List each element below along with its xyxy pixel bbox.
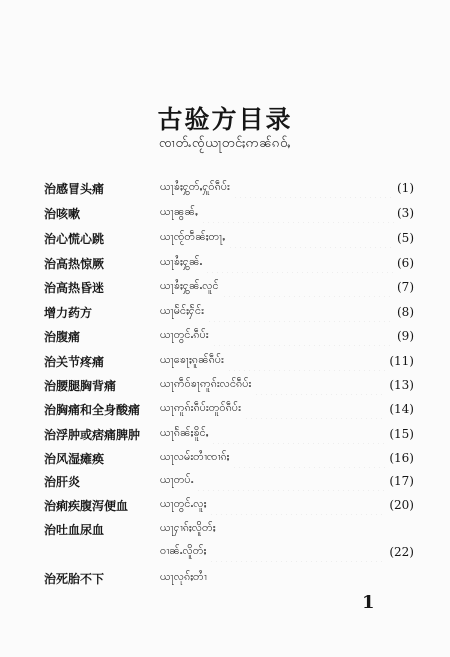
toc-entry[interactable]	[44, 375, 414, 395]
entry-native-title: ယႃၵႅၼ်ႈၶိူင်ႇ	[160, 426, 209, 439]
entry-page-number: (8)	[397, 305, 414, 319]
dot-leader	[222, 277, 394, 297]
entry-chinese-title: 治心慌心跳	[44, 231, 105, 246]
dot-leader	[212, 326, 394, 346]
entry-chinese-title: 治咳嗽	[44, 206, 81, 221]
entry-page-number: (9)	[397, 329, 414, 343]
entry-chinese-title: 治死胎不下	[44, 571, 105, 586]
toc-entry-continuation[interactable]	[160, 542, 414, 562]
entry-native-title: ယႃၶႆႈႁွၼ်ႉလူင်	[160, 279, 219, 292]
dot-leader	[228, 228, 394, 248]
dot-leader	[209, 542, 386, 562]
dot-leader	[211, 424, 386, 444]
page-number: 1	[362, 592, 375, 613]
entry-chinese-title: 增力药方	[44, 305, 93, 320]
toc-entry[interactable]	[44, 448, 414, 468]
entry-chinese-title: 治吐血尿血	[44, 522, 105, 537]
toc-entry[interactable]	[44, 568, 414, 588]
dot-leader	[209, 495, 386, 515]
entry-native-title: ယႃတပ်ႉ	[160, 473, 194, 486]
page-title: 古验方目录	[157, 105, 293, 134]
entry-chinese-title: 治胸痛和全身酸痛	[44, 402, 141, 417]
entry-native-title: ယႃတွင်ႉလူႈ	[160, 497, 207, 510]
entry-page-number: (1)	[397, 181, 414, 195]
entry-chinese-title: 治痢疾腹泻便血	[44, 498, 129, 513]
entry-native-title: ယႃၼွၼ်ႇ	[160, 205, 198, 218]
entry-page-number: (7)	[397, 280, 414, 294]
entry-chinese-title: 治风湿瘫痪	[44, 451, 105, 466]
entry-page-number: (17)	[389, 474, 414, 488]
dot-leader	[201, 203, 394, 223]
dot-leader	[205, 253, 394, 273]
entry-chinese-title: 治感冒头痛	[44, 181, 105, 196]
toc-entry[interactable]	[44, 203, 414, 223]
toc-entry[interactable]	[44, 326, 414, 346]
entry-native-title: ယႃလုၵ်ႈတၢႆ	[160, 570, 207, 583]
toc-entry[interactable]	[44, 253, 414, 273]
dot-leader	[244, 399, 387, 419]
dot-leader	[227, 351, 387, 371]
dot-leader	[233, 178, 394, 198]
toc-entry[interactable]	[44, 519, 414, 539]
entry-chinese-title: 治腹痛	[44, 329, 81, 344]
toc-entry[interactable]	[44, 302, 414, 322]
toc-entry[interactable]	[44, 399, 414, 419]
entry-native-title: ဝၢၼ်ႉလိူတ်ႈ	[160, 544, 207, 557]
entry-native-title: ယႃလမ်းတၢႆၸၢၵ်ႈ	[160, 450, 230, 463]
toc-entry[interactable]	[44, 277, 414, 297]
toc-entry[interactable]	[44, 424, 414, 444]
entry-page-number: (15)	[389, 427, 414, 441]
entry-native-title: ယႃဢူၵ်းၵဵပ်းတူဝ်ၵဵပ်း	[160, 401, 241, 414]
toc-entry[interactable]	[44, 351, 414, 371]
entry-chinese-title: 治高热惊厥	[44, 256, 105, 271]
entry-page-number: (6)	[397, 256, 414, 270]
entry-chinese-title: 治关节疼痛	[44, 354, 105, 369]
entry-chinese-title: 治浮肿或痞痛脾肿	[44, 427, 141, 442]
entry-native-title: ယႃတွင်ႉၵဵပ်း	[160, 328, 209, 341]
entry-page-number: (13)	[389, 378, 414, 392]
entry-chinese-title: 治高热昏迷	[44, 280, 105, 295]
entry-chinese-title: 治肝炎	[44, 474, 81, 489]
entry-native-title: ယႃၶႆႈႁွတ်ႇႁူဝ်ၵဵပ်း	[160, 180, 230, 193]
toc-entry[interactable]	[44, 228, 414, 248]
entry-page-number: (20)	[389, 498, 414, 512]
entry-page-number: (11)	[389, 354, 414, 368]
dot-leader	[232, 448, 386, 468]
entry-page-number: (5)	[397, 231, 414, 245]
toc-entry[interactable]	[44, 495, 414, 515]
entry-page-number: (3)	[397, 206, 414, 220]
entry-page-number: (22)	[389, 545, 414, 559]
dot-leader	[196, 471, 386, 491]
entry-native-title: ယႃမႅင်ႈႁႅင်း	[160, 304, 204, 317]
entry-native-title: ယႃႁၢၵ်ႈလိူတ်ႈ	[160, 521, 216, 534]
dot-leader	[207, 302, 394, 322]
entry-native-title: ယႃဢဵဝ်ၶႃဢူၵ်းလင်ၵဵပ်း	[160, 377, 252, 390]
entry-page-number: (16)	[389, 451, 414, 465]
entry-native-title: ယႃၶႆႈႁွၼ်ႉ	[160, 255, 203, 268]
entry-chinese-title: 治腰腿胸背痛	[44, 378, 117, 393]
entry-native-title: ယႃၸႂ်တဵၼ်ႈတႃႇ	[160, 230, 226, 243]
entry-native-title: ယႃၶေႃႈၵူၼ်ၵဵပ်း	[160, 353, 224, 366]
page-subtitle: ၸၢတ်ႉၸႂ်ယႃတင်ႈဢၼ်ၵဝ်ႇ	[158, 136, 292, 151]
toc-entry[interactable]	[44, 471, 414, 491]
entry-page-number: (14)	[389, 402, 414, 416]
dot-leader	[254, 375, 386, 395]
toc-entry[interactable]	[44, 178, 414, 198]
